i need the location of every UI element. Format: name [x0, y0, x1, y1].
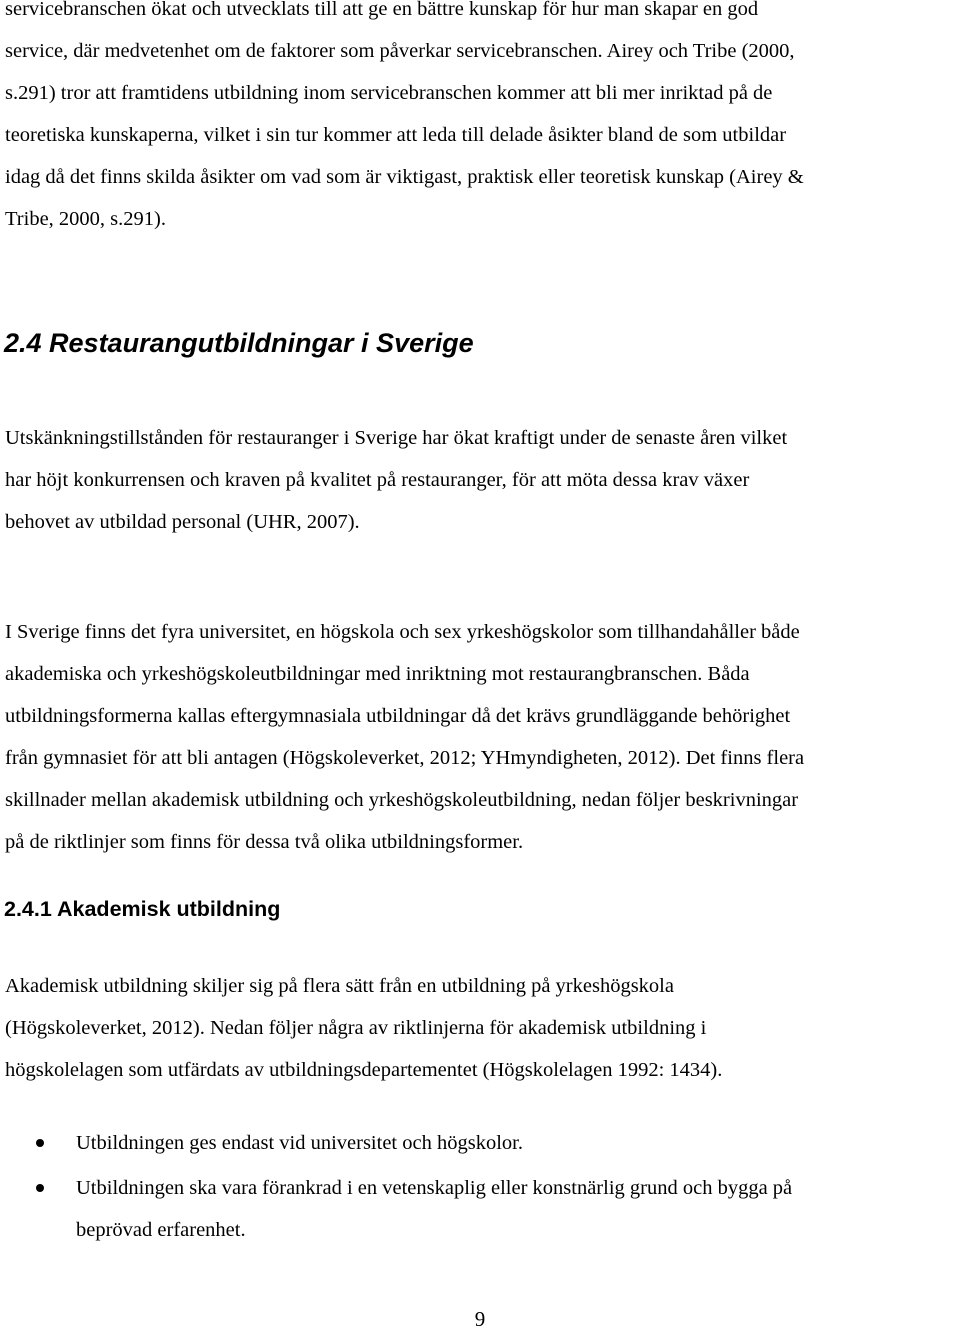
- text-line: på de riktlinjer som finns för dessa två olika utbildningsformer.: [5, 831, 524, 853]
- text-line: utbildningsformerna kallas eftergymnasiala utbildningar då det krävs grundläggande behörighet: [5, 705, 791, 727]
- text-line: servicebranschen ökat och utvecklats till att ge en bättre kunskap för hur man skapar en god: [5, 0, 759, 20]
- text-line: teoretiska kunskaperna, vilket i sin tur kommer att leda till delade åsikter bland de som utbildar: [5, 124, 787, 146]
- list-item-text: Utbildningen ska vara förankrad i en vetenskaplig eller konstnärlig grund och bygga på: [76, 1177, 793, 1199]
- text-line: idag då det finns skilda åsikter om vad som är viktigast, praktisk eller teoretisk kunskap (Airey &: [5, 166, 804, 188]
- text-line: har höjt konkurrensen och kraven på kvalitet på restauranger, för att möta dessa krav växer: [5, 469, 750, 491]
- bullet-icon: [36, 1139, 44, 1147]
- text-line: service, där medvetenhet om de faktorer som påverkar servicebranschen. Airey och Tribe (2000,: [5, 40, 795, 62]
- text-line: akademiska och yrkeshögskoleutbildningar med inriktning mot restaurangbranschen. Båda: [5, 663, 750, 685]
- list-item-text: Utbildningen ges endast vid universitet och högskolor.: [76, 1132, 523, 1154]
- text-line: (Högskoleverket, 2012). Nedan följer några av riktlinjerna för akademisk utbildning i: [5, 1017, 707, 1039]
- text-line: I Sverige finns det fyra universitet, en högskola och sex yrkeshögskolor som tillhandahåller både: [5, 621, 800, 643]
- bullet-icon: [36, 1184, 44, 1192]
- section-heading: 2.4 Restaurangutbildningar i Sverige: [4, 328, 474, 358]
- text-line: s.291) tror att framtidens utbildning inom servicebranschen kommer att bli mer inriktad på de: [5, 82, 773, 104]
- page-number: 9: [474, 1307, 486, 1331]
- subsection-heading: 2.4.1 Akademisk utbildning: [4, 897, 281, 921]
- text-line: Utskänkningstillstånden för restauranger i Sverige har ökat kraftigt under de senaste åren vilket: [5, 427, 788, 449]
- text-line: behovet av utbildad personal (UHR, 2007).: [5, 511, 360, 533]
- text-line: skillnader mellan akademisk utbildning och yrkeshögskoleutbildning, nedan följer beskrivningar: [5, 789, 799, 811]
- text-line: Tribe, 2000, s.291).: [5, 208, 166, 230]
- text-line: från gymnasiet för att bli antagen (Högskoleverket, 2012; YHmyndigheten, 2012). Det finns flera: [5, 747, 805, 769]
- list-item-text: beprövad erfarenhet.: [76, 1219, 246, 1241]
- text-line: högskolelagen som utfärdats av utbildningsdepartementet (Högskolelagen 1992: 1434).: [5, 1059, 723, 1081]
- text-line: Akademisk utbildning skiljer sig på flera sätt från en utbildning på yrkeshögskola: [5, 975, 674, 997]
